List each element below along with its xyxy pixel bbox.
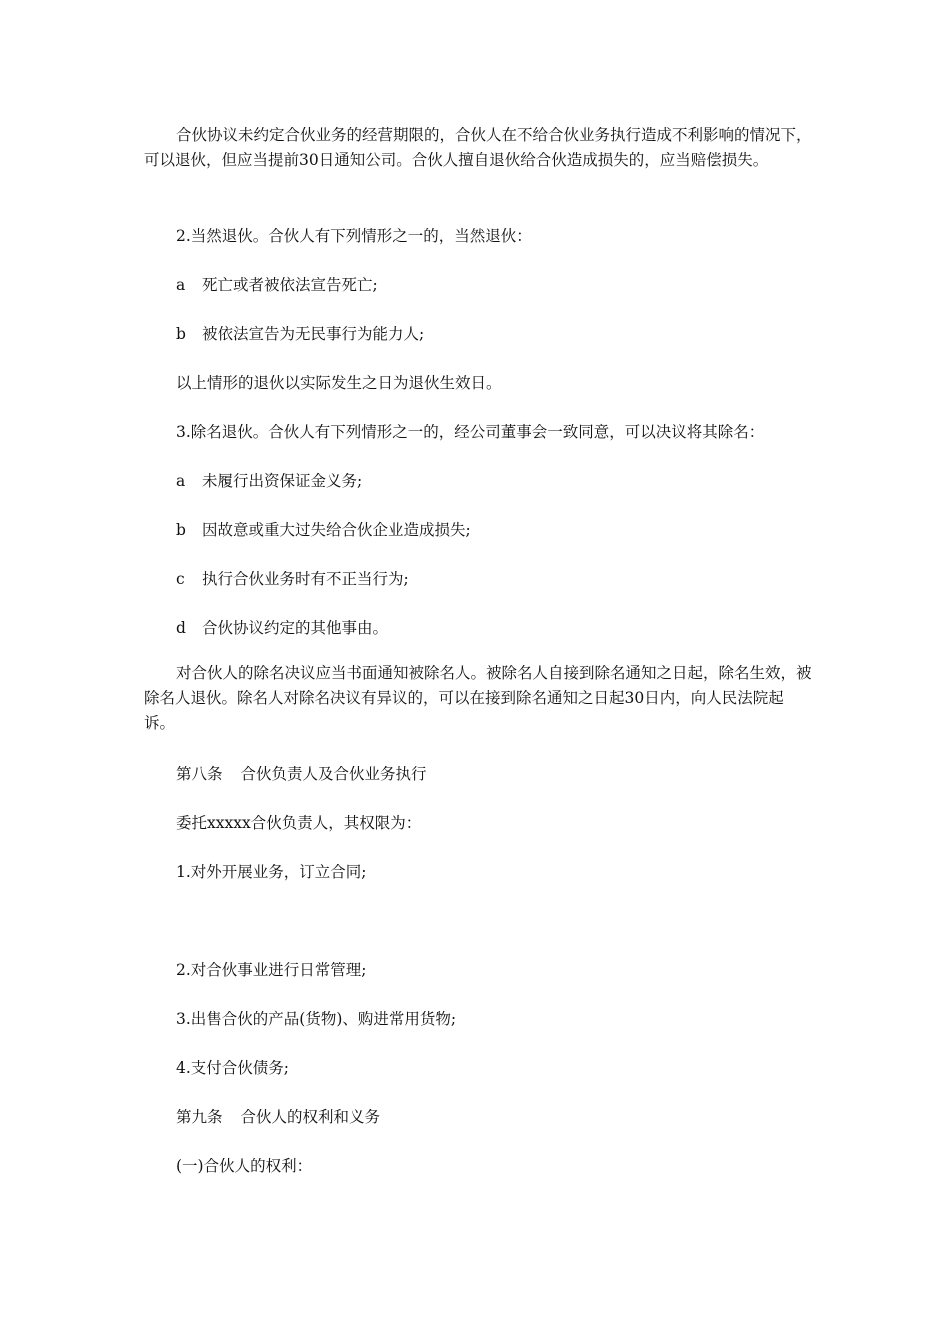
paragraph-effective-date: 以上情形的退伙以实际发生之日为退伙生效日。 bbox=[176, 374, 502, 392]
paragraph-withdrawal-notice: 合伙协议未约定合伙业务的经营期限的，合伙人在不给合伙业务执行造成不利影响的情况下，可以退伙，但应当提前30日通知公司。合伙人擅自退伙给合伙造成损失的，应当赔偿损失。 bbox=[144, 126, 812, 169]
list-marker: b bbox=[176, 521, 186, 539]
list-item-negligence bbox=[176, 518, 471, 543]
paragraph-delegation: 委托xxxxx合伙负责人，其权限为： bbox=[176, 814, 422, 832]
list-item-other-reasons bbox=[176, 616, 388, 641]
article-number: 第八条 bbox=[176, 765, 223, 783]
list-item-text: 死亡或者被依法宣告死亡; bbox=[202, 276, 378, 294]
paragraph-expulsion-notice: 对合伙人的除名决议应当书面通知被除名人。被除名人自接到除名通知之日起，除名生效，被除名人退伙。除名人对除名决议有异议的，可以在接到除名通知之日起30日内，向人民法院起诉。 bbox=[144, 664, 812, 732]
list-item-text: 未履行出资保证金义务; bbox=[202, 472, 363, 490]
list-item-text: 因故意或重大过失给合伙企业造成损失; bbox=[202, 521, 471, 539]
list-marker: a bbox=[176, 472, 186, 490]
list-item-text: 合伙协议约定的其他事由。 bbox=[202, 619, 389, 637]
list-marker: c bbox=[176, 570, 185, 588]
paragraph-expulsion: 3.除名退伙。合伙人有下列情形之一的，经公司董事会一致同意，可以决议将其除名： bbox=[176, 423, 765, 441]
list-item-misconduct bbox=[176, 567, 409, 592]
list-item-debts: 4.支付合伙债务; bbox=[176, 1059, 290, 1077]
article-number: 第九条 bbox=[176, 1108, 223, 1126]
article-title: 合伙负责人及合伙业务执行 bbox=[240, 765, 427, 783]
article-heading-8 bbox=[176, 762, 427, 787]
list-item-contracts: 1.对外开展业务，订立合同; bbox=[176, 863, 367, 881]
list-item-text: 执行合伙业务时有不正当行为; bbox=[202, 570, 409, 588]
list-marker: b bbox=[176, 325, 186, 343]
list-item-daily-management: 2.对合伙事业进行日常管理; bbox=[176, 961, 367, 979]
list-marker: d bbox=[176, 619, 186, 637]
list-item-incapacity bbox=[176, 322, 424, 347]
article-heading-9 bbox=[176, 1105, 380, 1130]
list-item-text: 被依法宣告为无民事行为能力人; bbox=[202, 325, 425, 343]
list-item-death bbox=[176, 273, 378, 298]
list-item-deposit bbox=[176, 469, 362, 494]
list-marker: a bbox=[176, 276, 186, 294]
article-title: 合伙人的权利和义务 bbox=[240, 1108, 381, 1126]
paragraph-automatic-withdrawal: 2.当然退伙。合伙人有下列情形之一的，当然退伙： bbox=[176, 227, 532, 245]
list-item-sales-purchases: 3.出售合伙的产品(货物)、购进常用货物; bbox=[176, 1010, 457, 1028]
paragraph-partner-rights: (一)合伙人的权利： bbox=[176, 1157, 313, 1175]
